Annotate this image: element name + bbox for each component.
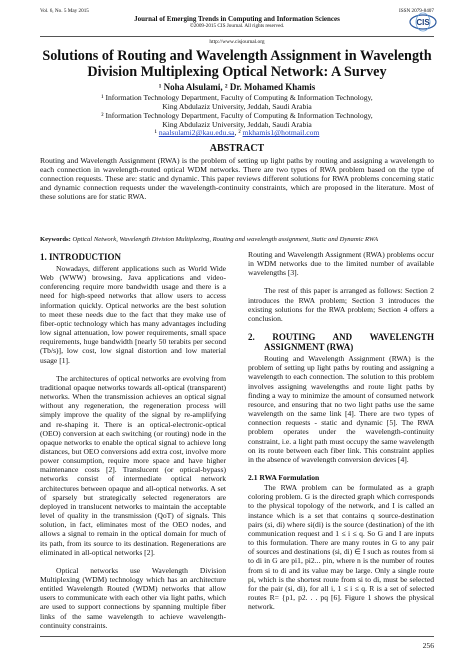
- journal-url[interactable]: http://www.cisjournal.org: [209, 39, 265, 45]
- email1-prefix: ¹: [154, 128, 159, 137]
- abstract-heading: ABSTRACT: [209, 143, 265, 154]
- intro-paragraph-3: Optical networks use Wavelength Division Multiplexing (WDM) technology which has an architecture entitled Wavelength Routed (WDM) networks that allow users to communicate with each other via light paths, which are used to support connections by spanning multiple fiber links of the same wavelength to achieve wavelength-continuity constraints.: [40, 565, 226, 630]
- email-link-2[interactable]: mkhamis1@hotmail.com: [242, 128, 320, 137]
- abstract-text: Routing and Wavelength Assignment (RWA) is the problem of setting up light paths by routing and assigning a wavelength to each connection in wavelength-routed optical WDM networks. There are two types of RWA problem based on the type of connection requests. These are: static and dynamic. This paper reviews different solutions for RWA problems concerning static and dynamic connection requests under the wavelength-continuity constraints, which are proposed in the literature. Most of these solutions are for static RWA.: [40, 156, 434, 202]
- footer-rule: [40, 636, 434, 637]
- email-link-1[interactable]: naalsulami2@kau.edu.sa: [158, 128, 235, 137]
- rwa-paragraph: Routing and Wavelength Assignment (RWA) is the problem of setting up light paths by routing and assigning a wavelength to each connection. The solution to this problem involves assigning wavelengths and route light paths by finding a way to minimize the amount of consumed network resource, and ensuring that no two light paths use the same wavelength on the same link [4]. There are two types of connection requests - static and dynamic [5]. The RWA problem operates under the wavelength-continuity constraint, i.e. a light path must occupy the same wavelength on its route between each fiber link. This constraint applies in the absence of wavelength conversion devices [4].: [248, 354, 434, 464]
- affiliation-2b: King Abdulaziz University, Jeddah, Saudi Arabia: [162, 120, 312, 129]
- rwa-formulation-paragraph: The RWA problem can be formulated as a graph coloring problem. G is the directed graph which corresponds to the physical topology of the network, and I is called an instance which is a set that contains q source-destination pairs (si, di) where si(di) is the source (destination) of the ith communication request and 1 ≤ i ≤ q. So G and I are inputs to this formulation. There are many routes in G to any pair of sources and destinations (si, di) ∈ I such as routes from si to di in G are pi1, pi2... pin, where n is the number of routes from si to di and its value may be large. Only a single route pi, which is the shortest route from si to di, must be selected for the pair (si, di), for all i, 1 ≤ i ≤ q. R is a set of selected routes R= {p1, p2. . . pq [6]. Figure 1 shows the physical network.: [248, 483, 434, 612]
- subsection-2-1-heading: 2.1 RWA Formulation: [248, 472, 320, 482]
- paper-authors: ¹ Noha Alsulami, ² Dr. Mohamed Khamis: [158, 82, 316, 92]
- right-paragraph-1: Routing and Wavelength Assignment (RWA) problems occur in WDM networks due to the limited number of available wavelengths [3].: [248, 250, 434, 278]
- journal-header: [40, 8, 434, 29]
- cis-logo-icon: [408, 12, 438, 32]
- section-1-heading: 1. INTRODUCTION: [40, 252, 122, 262]
- intro-paragraph-1: Nowadays, different applications such as World Wide Web (WWW) browsing, Java applications and video-conferencing require more bandwidth usage and there is a need for high-speed networks that allow users to access information quickly. Optical networks are the best solution to meet these needs due to the fact that they make use of fiber-optic technology which has many advantages including low signal attenuation, low power requirements, small space requirements, huge bandwidth [nearly 50 terabits per second (Tb/s)], low cost, low signal distortion and low material usage [1].: [40, 264, 226, 365]
- journal-copyright: ©2009-2015 CIS Journal. All rights reserved.: [189, 23, 285, 29]
- affiliation-1a: ¹ Information Technology Department, Faculty of Computing & Information Technology,: [101, 93, 373, 102]
- logo-text: CIS: [416, 18, 430, 27]
- right-paragraph-2: The rest of this paper is arranged as follows: Section 2 introduces the RWA problem; Section 3 introduces the existing solutions for the RWA problem; Section 4 offers a conclusion.: [248, 286, 434, 323]
- email-separator: , ²: [234, 128, 243, 137]
- keywords-text: Optical Network, Wavelength Division Multiplexing, Routing and wavelength assignment, Static and Dynamic RWA: [72, 236, 378, 243]
- right-column: [248, 250, 434, 620]
- affiliation-2a: ² Information Technology Department, Faculty of Computing & Information Technology,: [101, 111, 373, 120]
- volume-info: Vol. 6, No. 5 May 2015: [40, 8, 89, 14]
- section-2-heading: 2. ROUTING AND WAVELENGTH ASSIGNMENT (RWA): [248, 332, 434, 353]
- journal-title: Journal of Emerging Trends in Computing and Information Sciences: [134, 15, 340, 23]
- affiliation-1b: King Abdulaziz University, Jeddah, Saudi Arabia: [162, 102, 312, 111]
- author-emails: [40, 128, 434, 137]
- keywords: [40, 236, 434, 244]
- left-column: [40, 250, 226, 639]
- header-rule: [40, 36, 434, 37]
- keywords-label: Keywords:: [40, 236, 71, 243]
- paper-title: Solutions of Routing and Wavelength Assignment in Wavelength Division Multiplexing Optical Network: A Survey: [42, 48, 432, 80]
- intro-paragraph-2: The architectures of optical networks are evolving from traditional opaque networks towards all-optical (transparent) networks. When the transmission achieves an optical signal without any regeneration, the regeneration process will simply improve the quality of the signal by re-amplifying and re-shaping it. There is an optical-electronic-optical (OEO) conversion at each switching (or routing) node in the opaque networks to enable the optical signal to achieve long distances, but OEO conversions add extra cost, involve more power consumption, require more space and have higher maintenance costs [2]. Translucent (or optical-bypass) networks consist of intermediate optical network architectures between opaque and all-optical networks. A set of sparsely but strategically selected regenerators are deployed in translucent networks to maintain the acceptable level of quality in the transmission (QoT) of signals. This solution, in fact, eliminates most of the OEO nodes, and allows a signal to remain in the optical domain for much of its path, from its source to its destination. Regenerations are eliminated in all-optical networks [2].: [40, 373, 226, 557]
- issn: ISSN 2079-8407: [398, 8, 434, 14]
- page-number: 256: [422, 641, 434, 650]
- journal-header-top: [40, 8, 434, 14]
